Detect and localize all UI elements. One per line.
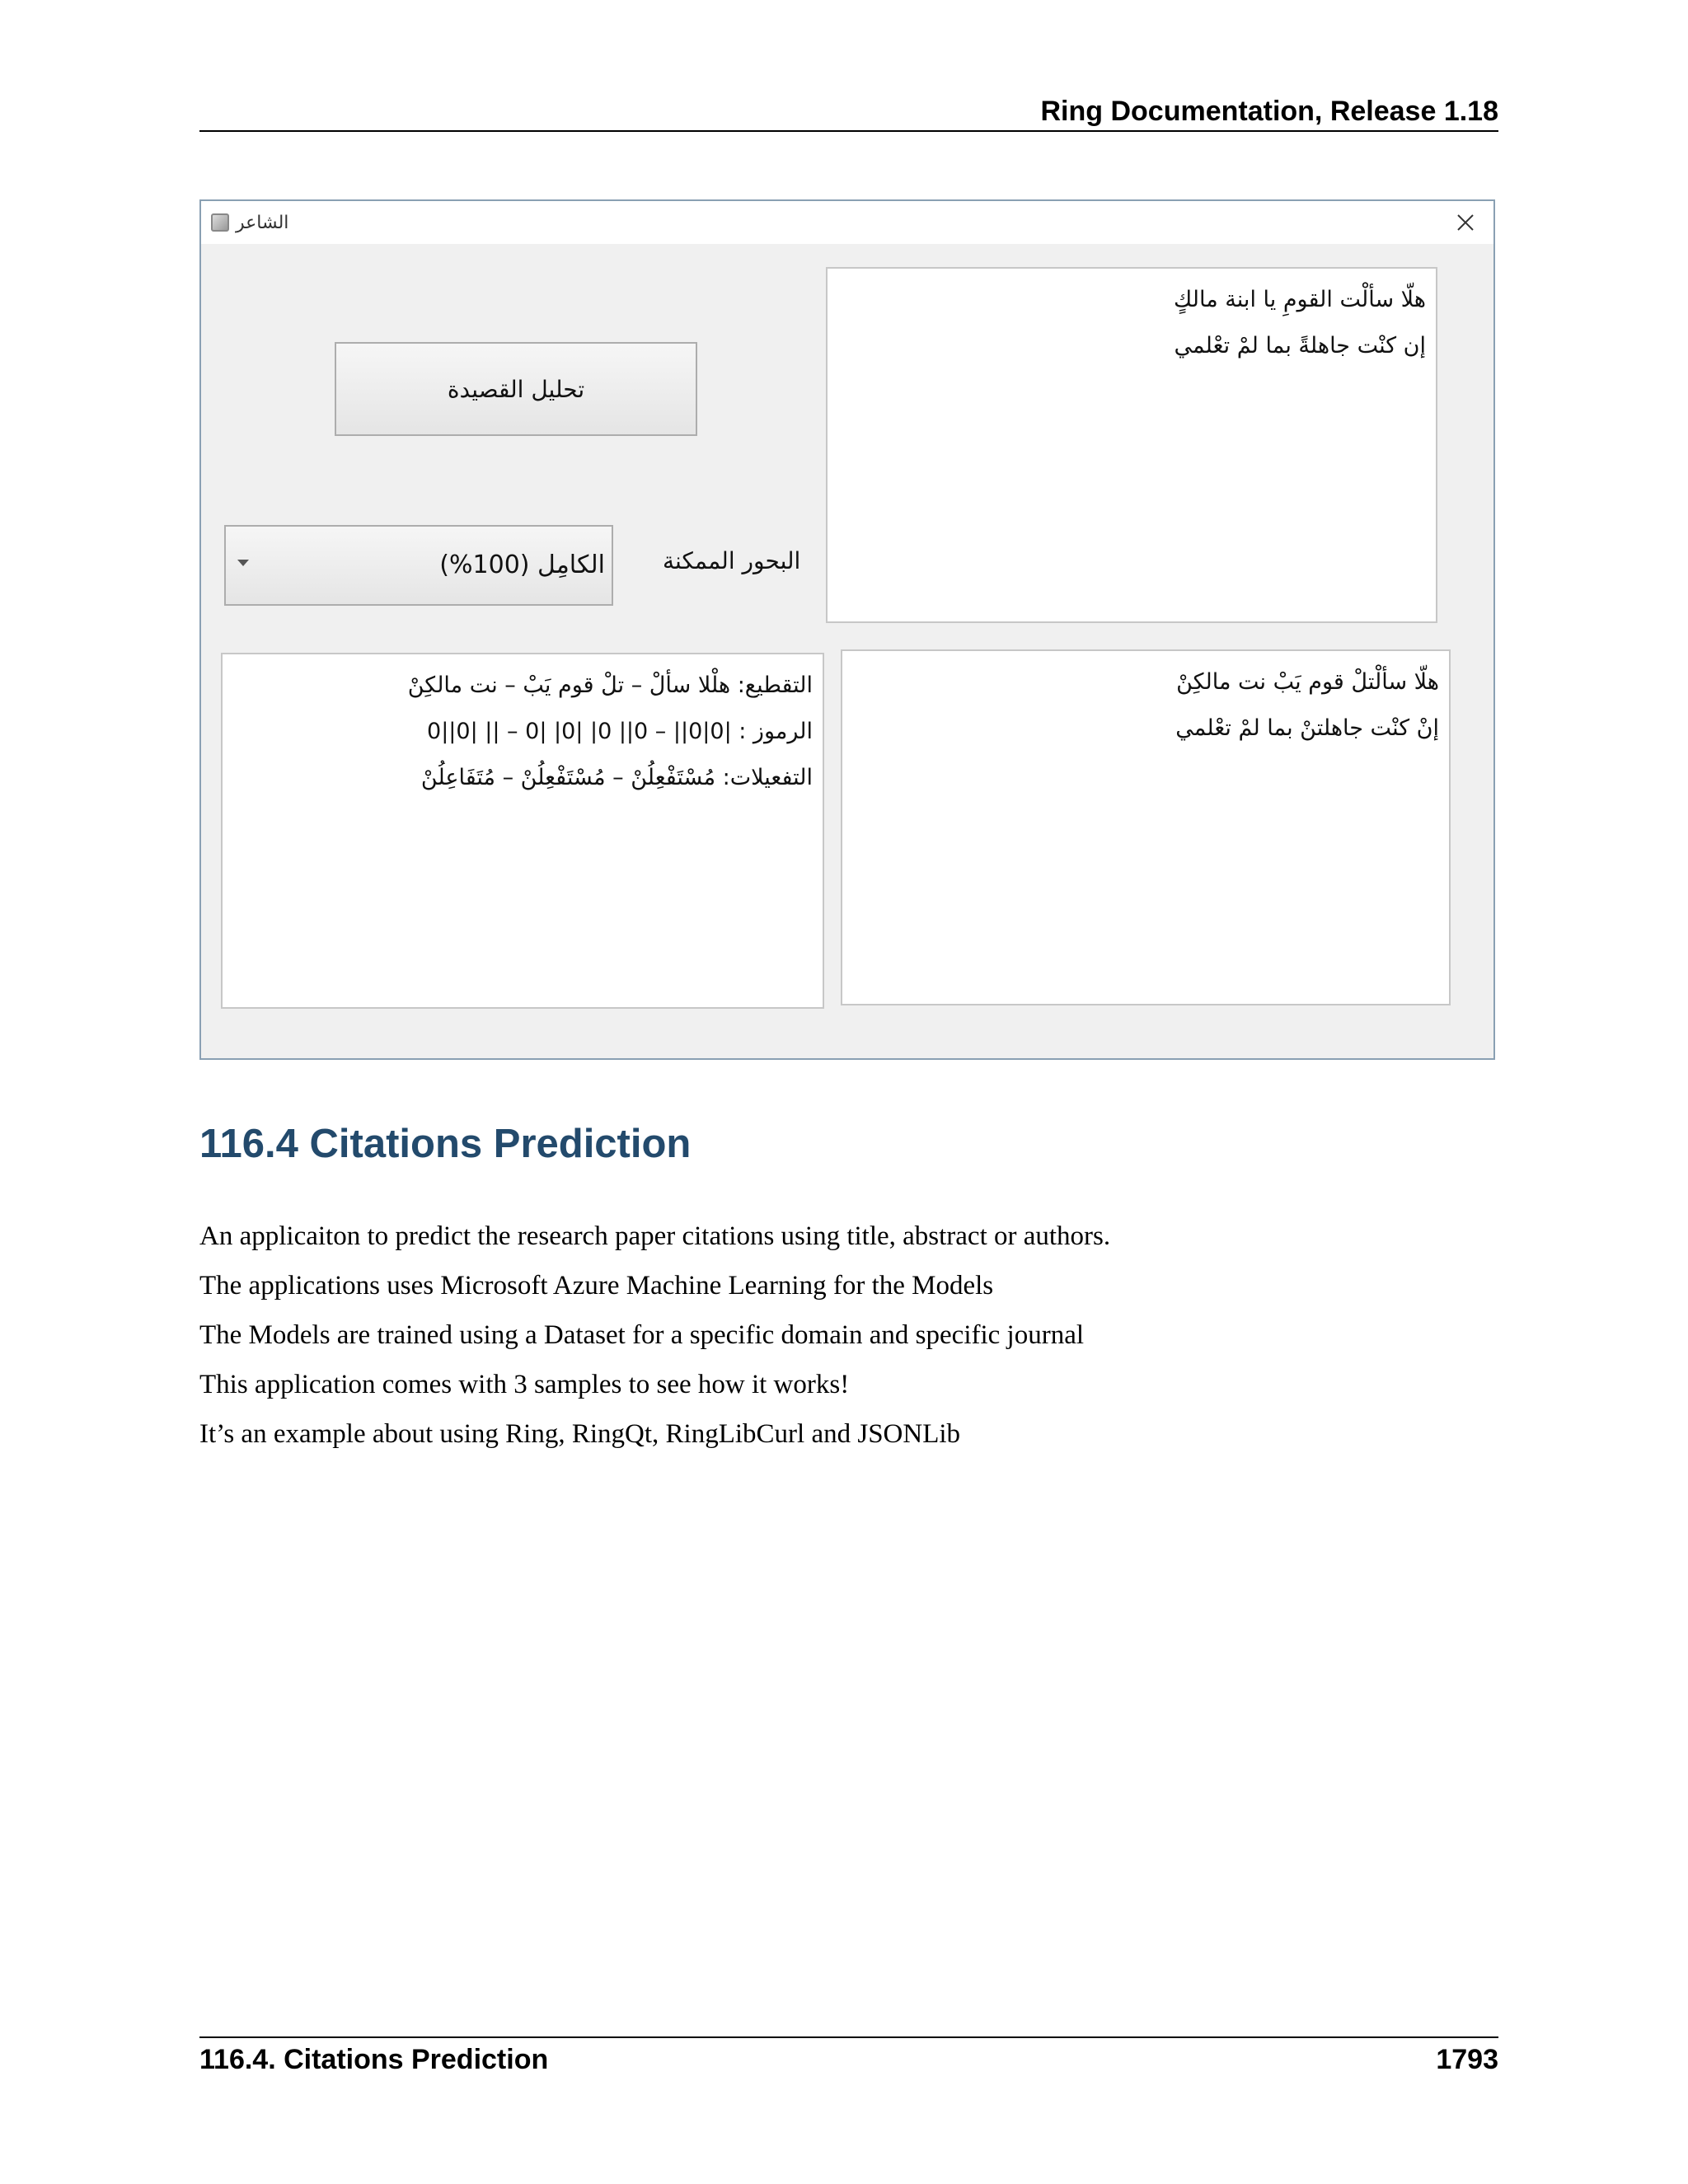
window-title-group (211, 209, 288, 236)
close-icon[interactable] (1451, 208, 1480, 237)
window-title: الشاعر (236, 212, 289, 233)
paragraph: The applications uses Microsoft Azure Machine Learning for the Models (199, 1271, 994, 1301)
normalized-output[interactable] (841, 649, 1451, 1005)
paragraph: It’s an example about using Ring, RingQt, RingLibCurl and JSONLib (199, 1419, 961, 1449)
section-title: 116.4 Citations Prediction (199, 1122, 692, 1166)
poem-line: إن كنْت جاهلةً بما لمْ تعْلمي (1174, 333, 1426, 359)
footer-rule (199, 2036, 1498, 2038)
page-header (199, 92, 1498, 132)
analysis-line: التفعيلات: مُسْتَفْعِلُنْ – مُسْتَفْعِلُنْ – مُتَفَاعِلُنْ (420, 765, 813, 790)
doc-title: Ring Documentation, Release 1.18 (1040, 96, 1498, 127)
paragraph: This application comes with 3 samples to see how it works! (199, 1370, 850, 1399)
meter-selected-value: الكامِل (100%) (439, 551, 605, 579)
normalized-line: إنْ كنْت جاهلتنْ بما لمْ تعْلمي (1175, 715, 1439, 741)
app-icon (211, 213, 229, 232)
analysis-line: الرموز : |0|0|| – 0|| 0| |0| |0 – || |0||0 (427, 719, 813, 744)
poem-line: هلّا سألْت القومِ يا ابنة مالكٍ (1174, 287, 1426, 312)
footer-section: 116.4. Citations Prediction (199, 2044, 549, 2075)
analyze-button[interactable]: تحليل القصيدة (335, 342, 697, 436)
window-titlebar (201, 201, 1493, 244)
chevron-down-icon (237, 560, 249, 566)
poem-input[interactable] (826, 267, 1437, 623)
analysis-output[interactable] (221, 653, 824, 1009)
meters-label: البحور الممكنة (663, 547, 801, 574)
paragraph: The Models are trained using a Dataset for a specific domain and specific journal (199, 1320, 1085, 1350)
paragraph: An applicaiton to predict the research paper citations using title, abstract or authors. (199, 1221, 1111, 1251)
page-number: 1793 (1436, 2044, 1498, 2075)
meter-select[interactable] (224, 525, 613, 606)
app-window-screenshot (199, 199, 1495, 1060)
normalized-line: هلّا سألْتلْ قوم يَبْ نت مالكِنْ (1176, 669, 1439, 695)
analysis-line: التقطيع: هلْلا سألْ – تلْ قوم يَبْ – نت مالكِنْ (407, 673, 813, 698)
